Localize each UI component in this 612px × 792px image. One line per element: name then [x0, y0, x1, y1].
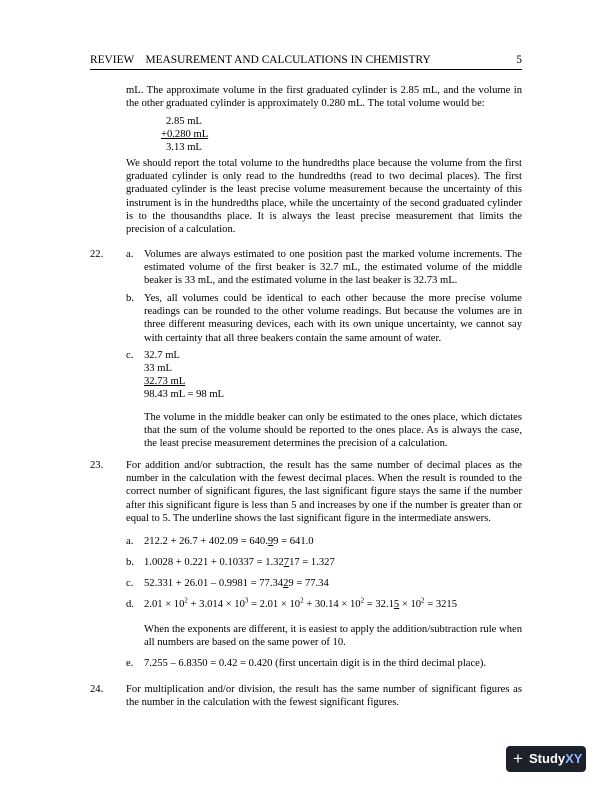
q23-c-pre: 52.331 + 26.01 – 0.9981 = 77.34 — [144, 578, 284, 589]
q23-a-post: 9 = 641.0 — [273, 536, 314, 547]
plus-icon: + — [513, 749, 523, 768]
q23-d-exp-2: 3 — [244, 596, 249, 605]
q23-c-post: 9 = 77.34 — [288, 578, 329, 589]
q23-d-part-2: + 3.014 × 10 — [187, 599, 245, 610]
q22-label-a: a. — [126, 249, 134, 260]
q22-answer-b — [144, 292, 522, 345]
q22-sum-line-3: 32.73 mL — [144, 376, 186, 387]
q23-answer-a — [144, 535, 314, 548]
q23-d-exp-6: 2 — [421, 596, 425, 605]
q23-d-note-text: When the exponents are different, it is easiest to apply the addition/subtraction rule when all numbers are based on the same power of 10. — [144, 624, 522, 649]
q22-sum-line-1: 32.7 mL — [144, 350, 180, 361]
q23-intro-text: For addition and/or subtraction, the result has the same number of decimal places as the number in the calculation with the fewest decimal places. When the result is rounded to the correct number of significant figures, the last significant figure stays the same if the number after this significant figure is less than 5 and increases by one if the number is greater than or equal to 5. The underline shows the last significant figure in the intermediate answers. — [126, 460, 522, 524]
q23-d-part-1: 2.01 × 10 — [144, 599, 185, 610]
q22-explanation — [144, 411, 522, 451]
intro-text-1: mL. The approximate volume in the first graduated cylinder is 2.85 mL, and the volume in the other graduated cylinder is approximately 0.280 mL. The total volume would be: — [126, 85, 522, 110]
q22-label-b: b. — [126, 293, 134, 304]
question-number-23: 23. — [90, 460, 104, 471]
q23-d-part-3: = 2.01 × 10 — [248, 599, 301, 610]
q23-d-exp-3: 2 — [300, 596, 304, 605]
q23-d-note — [144, 623, 522, 649]
q23-d-last-sig-fig: 5 — [393, 599, 400, 610]
q23-b-post: 17 = 1.327 — [289, 557, 335, 568]
logo-study: Study — [529, 751, 566, 766]
sum-line-2: +0.280 mL — [161, 129, 209, 140]
question-number-22: 22. — [90, 249, 104, 260]
q23-label-d: d. — [126, 599, 134, 610]
page-number: 5 — [516, 54, 522, 66]
q23-c-last-sig-fig: 2 — [283, 578, 289, 589]
q23-d-exp-1: 2 — [184, 596, 188, 605]
header-rule — [90, 69, 522, 70]
question-number-24: 24. — [90, 684, 104, 695]
q23-d-part-6: × 10 — [399, 599, 422, 610]
q22-sum-line-2: 33 mL — [144, 363, 172, 374]
logo-wordmark — [529, 752, 582, 766]
q23-b-last-sig-fig: 7 — [283, 557, 290, 568]
intro-paragraph-1 — [126, 84, 522, 110]
q23-label-e: e. — [126, 658, 134, 669]
studyxy-logo — [506, 746, 586, 772]
running-title: REVIEW MEASUREMENT AND CALCULATIONS IN CHEMISTRY — [90, 54, 431, 66]
q23-d-part-4: + 30.14 × 10 — [303, 599, 361, 610]
logo-xy: XY — [565, 751, 583, 766]
q23-label-c: c. — [126, 578, 134, 589]
q23-d-exp-4: 2 — [360, 596, 365, 605]
intro-paragraph-2 — [126, 157, 522, 236]
sum-line-3: 3.13 mL — [166, 142, 202, 153]
intro-text-2: We should report the total volume to the hundredths place because the volume from the first graduated cylinder is only read to the hundredths (read to two decimal places). The first graduated cylinder is the least precise volume measurement because the uncertainty of this instrument is in the hundredths place, while the uncertainty of the second graduated cylinder is to the thousandths place. It is always the least precise measurement that limits the precision of a calculation. — [126, 158, 522, 236]
q22-text-c: The volume in the middle beaker can only be estimated to the ones place, which dictates that the sum of the volume should be reported to the ones place. As is always the case, the least precise measurement determines the precision of a calculation. — [144, 412, 522, 450]
q23-d-part-5: = 32.1 — [364, 599, 394, 610]
q23-b-pre: 1.0028 + 0.221 + 0.10337 = 1.32 — [144, 557, 284, 568]
page-header — [90, 54, 522, 68]
q23-label-a: a. — [126, 536, 134, 547]
q23-intro — [126, 459, 522, 525]
q22-text-a: Volumes are always estimated to one position past the marked volume increments. The estimated volume of the first beaker is 32.7 mL, the estimated volume of the middle beaker is 33 mL, and the estimated volume in the last beaker is 32.73 mL. — [144, 249, 522, 287]
sum-line-1: 2.85 mL — [166, 116, 202, 127]
q24-intro-text: For multiplication and/or division, the result has the same number of significant figures as the number in the calculation with the fewest significant figures. — [126, 684, 522, 709]
q23-answer-b — [144, 556, 335, 569]
q23-d-part-7: = 3215 — [424, 599, 458, 610]
q22-sum-line-4: 98.43 mL = 98 mL — [144, 389, 225, 400]
q23-answer-d — [144, 598, 457, 611]
q24-intro — [126, 683, 522, 709]
q22-label-c: c. — [126, 350, 134, 361]
q23-answer-e: 7.255 – 6.8350 = 0.42 = 0.420 (first uncertain digit is in the third decimal place). — [144, 658, 487, 669]
q22-answer-a — [144, 248, 522, 288]
q23-label-b: b. — [126, 557, 134, 568]
q22-text-b: Yes, all volumes could be identical to each other because the more precise volume readings can be rounded to the other volume readings. But because the volumes are in three different measuring devices, each with its own unique uncertainty, we cannot say with certainty that all three beakers contain the same amount of water. — [144, 293, 522, 344]
q23-a-last-sig-fig: 9 — [267, 536, 274, 547]
q23-answer-c — [144, 577, 329, 590]
q23-a-pre: 212.2 + 26.7 + 402.09 = 640. — [144, 536, 268, 547]
